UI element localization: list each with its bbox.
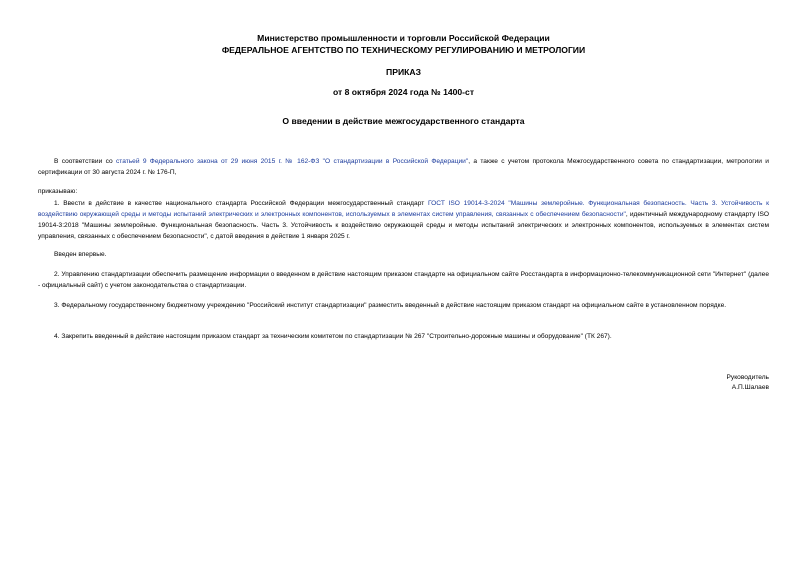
law-link[interactable]: статьей 9 Федерального закона от 29 июня 2015 г. № 162-ФЗ "О стандартизации в Российской Федерации" — [115, 158, 469, 165]
item-4-paragraph: 4. Закрепить введенный в действие настоящим приказом стандарт за техническим комитетом по стандартизации № 267 "Строительно-дорожные машины и оборудование" (ТК 267). — [54, 333, 612, 340]
item-1-paragraph — [38, 198, 769, 242]
subject-heading: О введении в действие межгосударственного стандарта — [282, 116, 525, 126]
preamble-paragraph — [38, 156, 769, 178]
date-number-heading: от 8 октября 2024 года № 1400-ст — [332, 87, 475, 97]
item-3-paragraph: 3. Федеральному государственному бюджетному учреждению "Российский институт стандартизации" разместить введенный в действие настоящим приказом стандарт на официальном сайте в установленном порядке. — [54, 302, 727, 309]
order-word: приказываю: — [38, 188, 78, 195]
preamble-text-end: , а также с учетом протокола Межгосударственного совета по стандартизации, метрологии и сертификации от 30 августа 2024 г. № 176-П, — [38, 158, 769, 176]
signature-name: А.П.Шалаев — [731, 384, 769, 391]
ministry-heading: Министерство промышленности и торговли Российской Федерации — [257, 33, 550, 43]
item-2-paragraph: 2. Управлению стандартизации обеспечить размещение информации о введенном в действие настоящим приказом стандарте на официальном сайте Росстандарта в информационно-телекоммуникационной сети "Интернет" (далее - официальный сайт) с учетом законодательства о стандартизации. — [38, 271, 769, 289]
doc-type-heading: ПРИКАЗ — [386, 67, 421, 77]
signature-title: Руководитель — [726, 374, 769, 381]
item-1-text-end: , идентичный международному стандарту ISO 19014-3:2018 "Машины землеройные. Функциональная безопасность. Часть 3. Устойчивость к воздействию окружающей среды и методы испытаний электрических и электронных компонентов, используемых в элементах систем управления, связанных с обеспечением безопасности", с датой введения в действие 1 января 2025 г. — [38, 211, 770, 240]
agency-heading: ФЕДЕРАЛЬНОЕ АГЕНТСТВО ПО ТЕХНИЧЕСКОМУ РЕГУЛИРОВАНИЮ И МЕТРОЛОГИИ — [221, 45, 586, 55]
first-time-note: Введен впервые. — [54, 251, 107, 258]
item-1-text-start: 1. Ввести в действие в качестве национального стандарта Российской Федерации межгосударственный стандарт — [54, 200, 428, 207]
standard-link[interactable]: ГОСТ ISO 19014-3-2024 "Машины землеройные. Функциональная безопасность. Часть 3. Устойчивость к воздействию окружающей среды и методы испытаний электрических и электронных компонентов, используемых в элементах систем управления, связанных с обеспечением безопасности" — [38, 200, 769, 218]
preamble-text-start: В соответствии со — [54, 158, 116, 165]
